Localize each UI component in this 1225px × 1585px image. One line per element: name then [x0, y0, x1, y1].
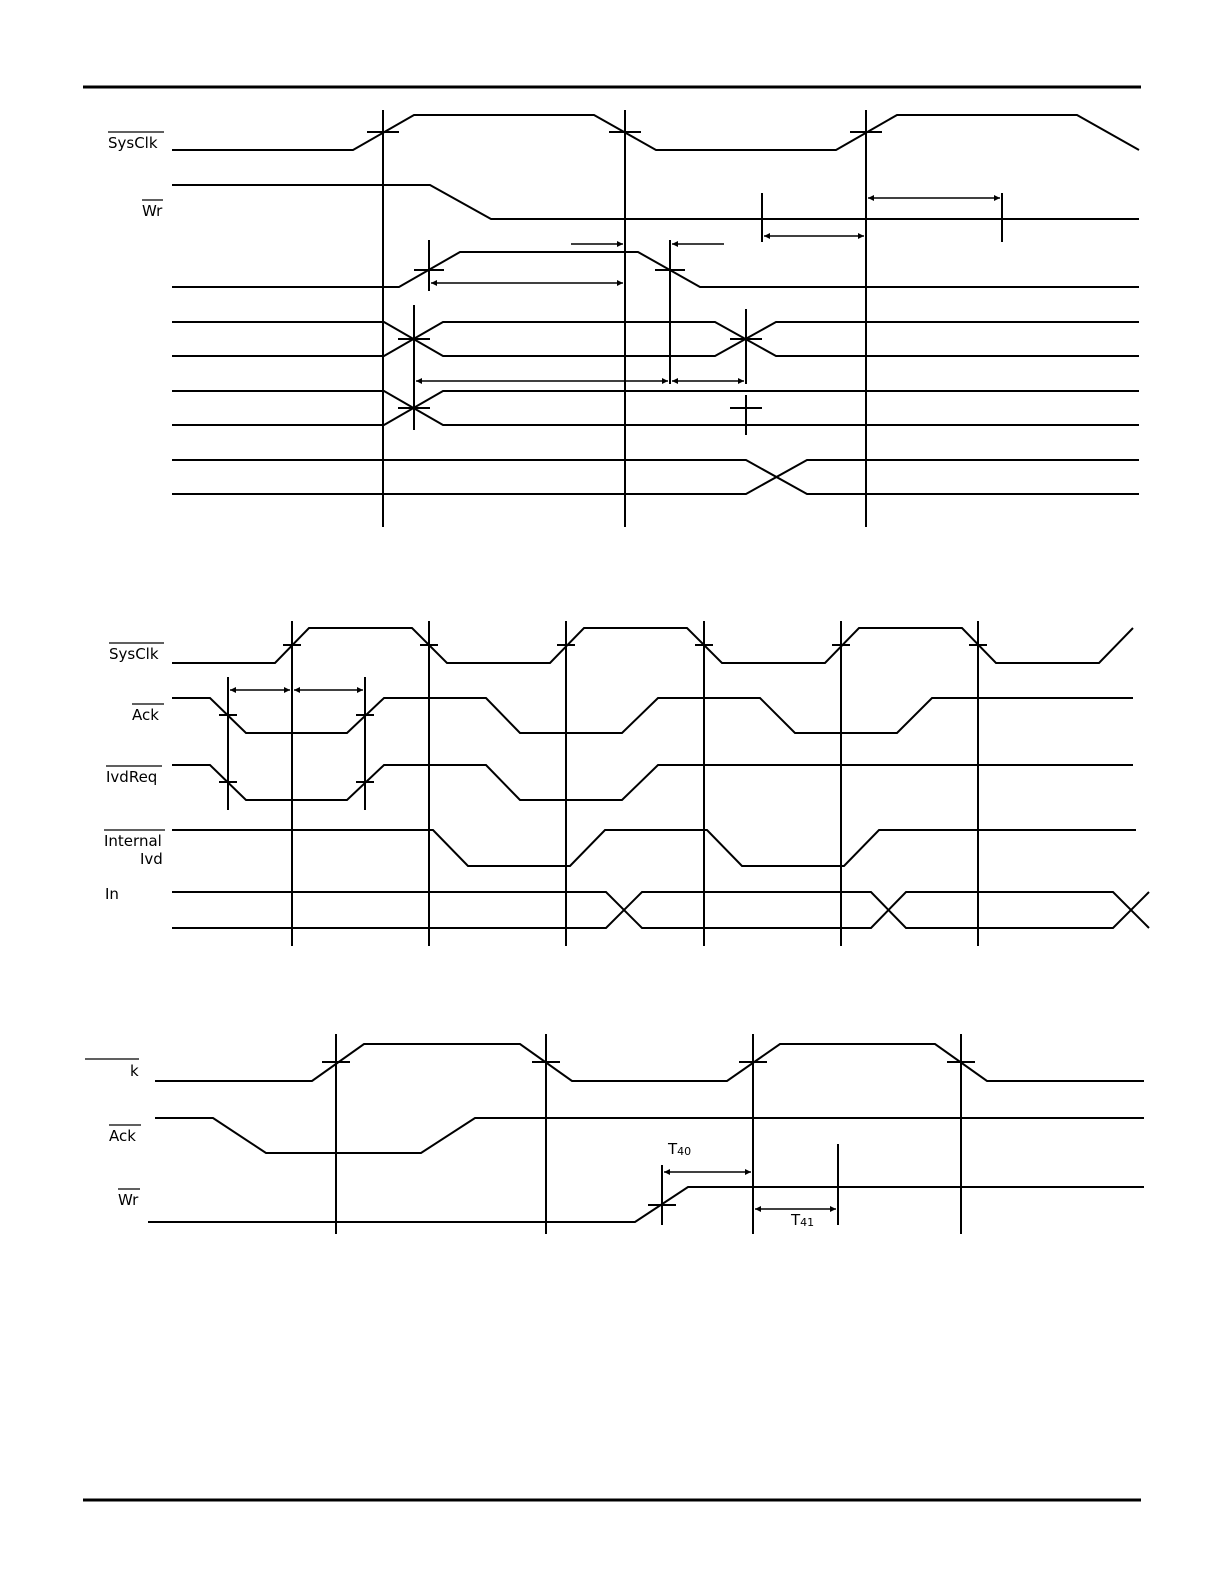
d1-wr-waveform: [172, 185, 1139, 219]
d3-clk-label: k: [130, 1062, 139, 1080]
d3-ack-waveform: [155, 1118, 1144, 1153]
d2-sysclk-label: SysClk: [109, 645, 159, 663]
d3-t41-label: T41: [791, 1211, 815, 1229]
d3-clk-waveform: [155, 1044, 1144, 1081]
d1-bus3-upper: [172, 460, 1139, 494]
d2-ack-waveform: [172, 698, 1133, 733]
d3-wr-label: Wr: [118, 1191, 139, 1209]
d2-in-lower: [172, 892, 1149, 928]
diagram-2: [104, 621, 1149, 946]
d1-bus2-upper: [172, 391, 1139, 425]
d2-ivdreq-label: IvdReq: [106, 768, 158, 786]
d2-sysclk-waveform: [172, 628, 1133, 663]
diagram-1: [108, 110, 1139, 527]
d1-sysclk-waveform: [172, 115, 1139, 150]
d2-ivdreq-waveform: [172, 765, 1133, 800]
diagram-3: [85, 1034, 1144, 1234]
d3-ack-label: Ack: [109, 1127, 136, 1145]
d1-sysclk-label: SysClk: [108, 134, 158, 152]
d1-bus3-lower: [172, 460, 1139, 494]
d2-in-label: In: [105, 885, 119, 903]
d2-internal-label: Internal: [104, 832, 162, 850]
d2-ack-label: Ack: [132, 706, 159, 724]
d3-wr-waveform: [148, 1187, 1144, 1222]
d1-bus2-lower: [172, 391, 1139, 425]
d2-ivd-label: Ivd: [140, 850, 163, 868]
d3-t40-label: T40: [668, 1140, 692, 1158]
d2-in-upper: [172, 892, 1149, 928]
d1-bus1-upper: [172, 322, 1139, 356]
d1-wr-label: Wr: [142, 202, 163, 220]
d2-internal-ivd-waveform: [172, 830, 1136, 866]
d1-bus1-lower: [172, 322, 1139, 356]
